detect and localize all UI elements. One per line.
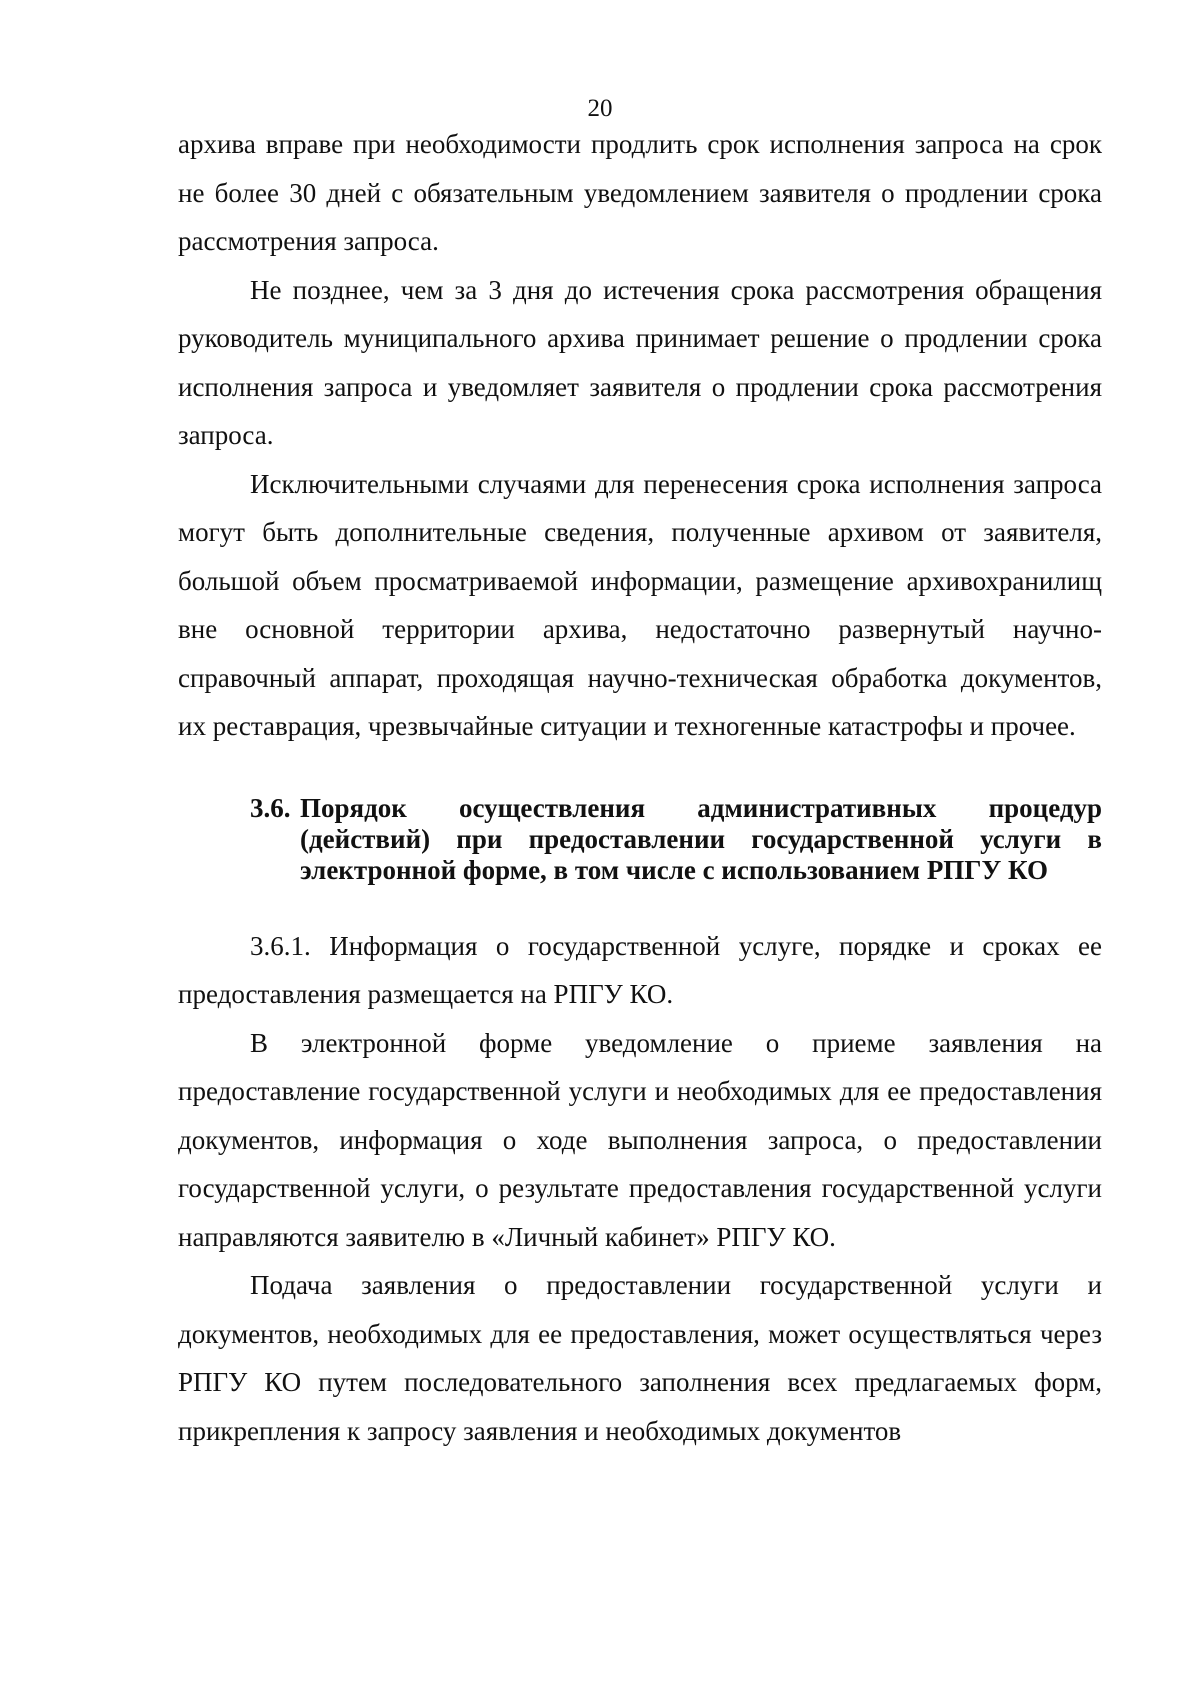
- page-number: 20: [587, 95, 613, 122]
- paragraph-exceptional-cases: Исключительными случаями для перенесения срока исполнения запроса могут быть дополнительные сведения, полученные архивом от заявителя, большой объем просматриваемой информации, размещение архивохранилищ вне основной территории архива, недостаточно развернутый научно-справочный аппарат, проходящая научно-техническая обработка документов, их реставрация, чрезвычайные ситуации и техногенные катастрофы и прочее.: [178, 468, 1102, 741]
- section-heading: [178, 793, 1102, 886]
- paragraph-application-submission: Подача заявления о предоставлении государственной услуги и документов, необходимых для ее предоставления, может осуществляться через РПГУ КО путем последовательного заполнения всех предлагаемых форм, прикрепления к запросу заявления и необходимых документов: [178, 1270, 1102, 1446]
- section-title: Порядок осуществления административных процедур (действий) при предоставлении государственной услуги в электронной форме, в том числе с использованием РПГУ КО: [300, 792, 1102, 885]
- document-body: [178, 120, 1102, 1455]
- paragraph-continuation: архива вправе при необходимости продлить срок исполнения запроса на срок не более 30 дней с обязательным уведомлением заявителя о продлении срока рассмотрения запроса.: [178, 129, 1102, 256]
- section-number: 3.6.: [250, 792, 291, 823]
- paragraph-electronic-notification: В электронной форме уведомление о приеме заявления на предоставление государственной услуги и необходимых для ее предоставления документов, информация о ходе выполнения запроса, о предоставлении государственной услуги, о результате предоставления государственной услуги направляются заявителю в «Личный кабинет» РПГУ КО.: [178, 1027, 1102, 1252]
- paragraph-3-6-1: 3.6.1. Информация о государственной услуге, порядке и сроках ее предоставления размещается на РПГУ КО.: [178, 930, 1102, 1009]
- paragraph-extension-deadline: Не позднее, чем за 3 дня до истечения срока рассмотрения обращения руководитель муниципального архива принимает решение о продлении срока исполнения запроса и уведомляет заявителя о продлении срока рассмотрения запроса.: [178, 274, 1102, 450]
